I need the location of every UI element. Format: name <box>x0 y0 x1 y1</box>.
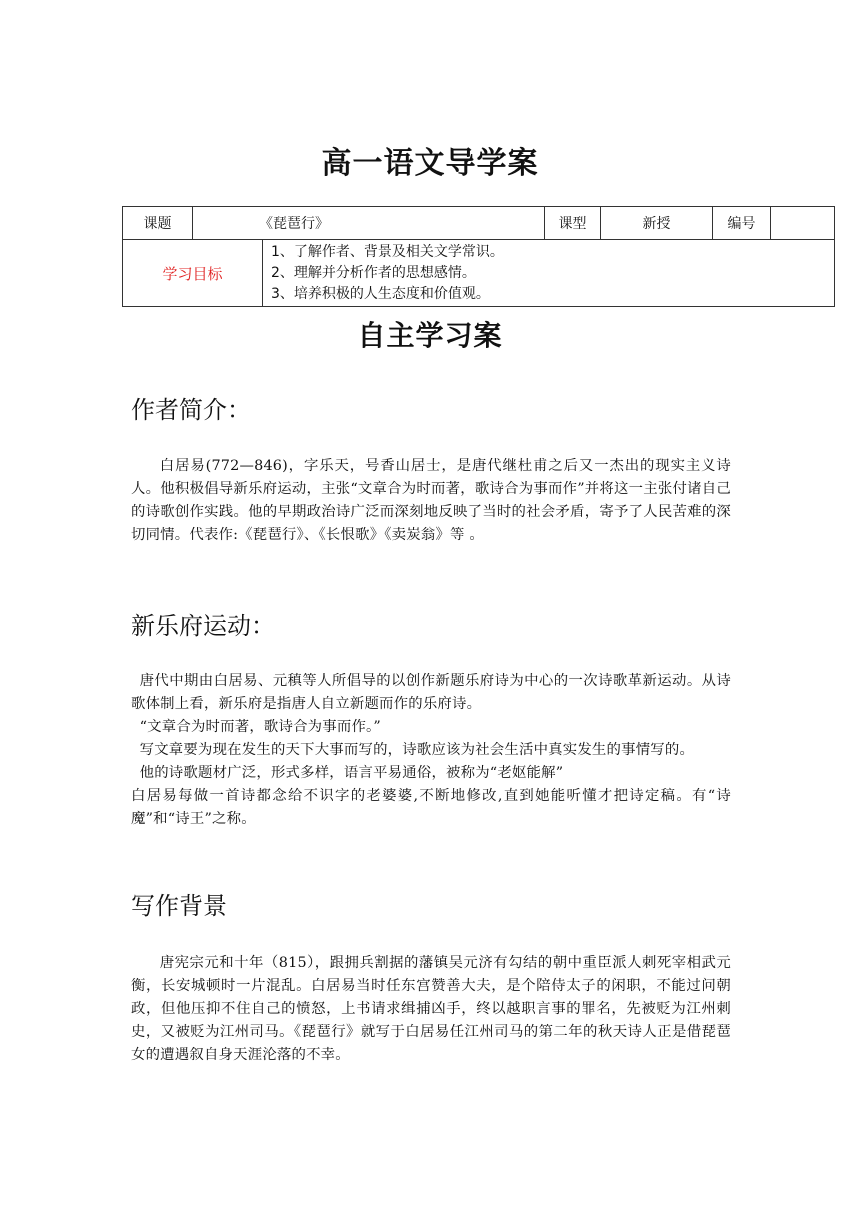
yuefu-paragraph: 他的诗歌题材广泛，形式多样，语言平易通俗，被称为“老妪能解” <box>139 765 564 781</box>
goal-item: 3、培养积极的人生态度和价值观。 <box>271 285 490 302</box>
goal-item: 1、了解作者、背景及相关文学常识。 <box>271 243 504 260</box>
yuefu-paragraph: 白居易每做一首诗都念给不识字的老婆婆,不断地修改,直到她能听懂才把诗定稿。有“诗魔”和“诗王”之称。 <box>131 788 731 827</box>
background-text <box>131 952 731 1067</box>
course-label: 课题 <box>123 207 193 240</box>
type-label: 课型 <box>545 207 601 240</box>
number-label: 编号 <box>713 207 771 240</box>
background-paragraph: 唐宪宗元和十年（815），跟拥兵割据的藩镇吴元济有勾结的朝中重臣派人刺死宰相武元衡，长安城顿时一片混乱。白居易当时任东宫赞善大夫，是个陪侍太子的闲职，不能过问朝政，但他压抑不住自己的愤怒，上书请求缉捕凶手，终以越职言事的罪名，先被贬为江州刺史，又被贬为江州司马。《琵琶行》就写于白居易任江州司马的第二年的秋天诗人正是借琵琶女的遭遇叙自身天涯沦落的不幸。 <box>131 955 731 1063</box>
page-title: 高一语文导学案 <box>321 146 539 181</box>
goals-list <box>263 240 835 307</box>
background-heading: 写作背景 <box>131 892 227 920</box>
goal-item: 2、理解并分析作者的思想感情。 <box>271 264 476 281</box>
author-heading: 作者简介： <box>131 396 251 424</box>
type-value: 新授 <box>601 207 713 240</box>
yuefu-heading: 新乐府运动： <box>131 612 275 640</box>
author-paragraph: 白居易(772—846)，字乐天，号香山居士，是唐代继杜甫之后又一杰出的现实主义诗人。他积极倡导新乐府运动，主张“文章合为时而著，歌诗合为事而作”并将这一主张付诸自己的诗歌创作实践。他的早期政治诗广泛而深刻地反映了当时的社会矛盾，寄予了人民苦难的深切同情。代表作:《琵琶行》、《长恨歌》《卖炭翁》等 。 <box>131 458 731 543</box>
yuefu-paragraph: 唐代中期由白居易、元稹等人所倡导的以创作新题乐府诗为中心的一次诗歌革新运动。从诗歌体制上看，新乐府是指唐人自立新题而作的乐府诗。 <box>131 673 731 712</box>
yuefu-paragraph: “文章合为时而著，歌诗合为事而作。” <box>139 719 381 735</box>
number-value <box>771 207 835 240</box>
author-text <box>131 455 731 547</box>
yuefu-text <box>131 670 731 831</box>
info-table <box>122 206 835 307</box>
section-title: 自主学习案 <box>357 319 503 352</box>
yuefu-paragraph: 写文章要为现在发生的天下大事而写的，诗歌应该为社会生活中真实发生的事情写的。 <box>139 742 695 758</box>
goals-label: 学习目标 <box>123 240 263 307</box>
course-value: 《琵琶行》 <box>193 207 545 240</box>
